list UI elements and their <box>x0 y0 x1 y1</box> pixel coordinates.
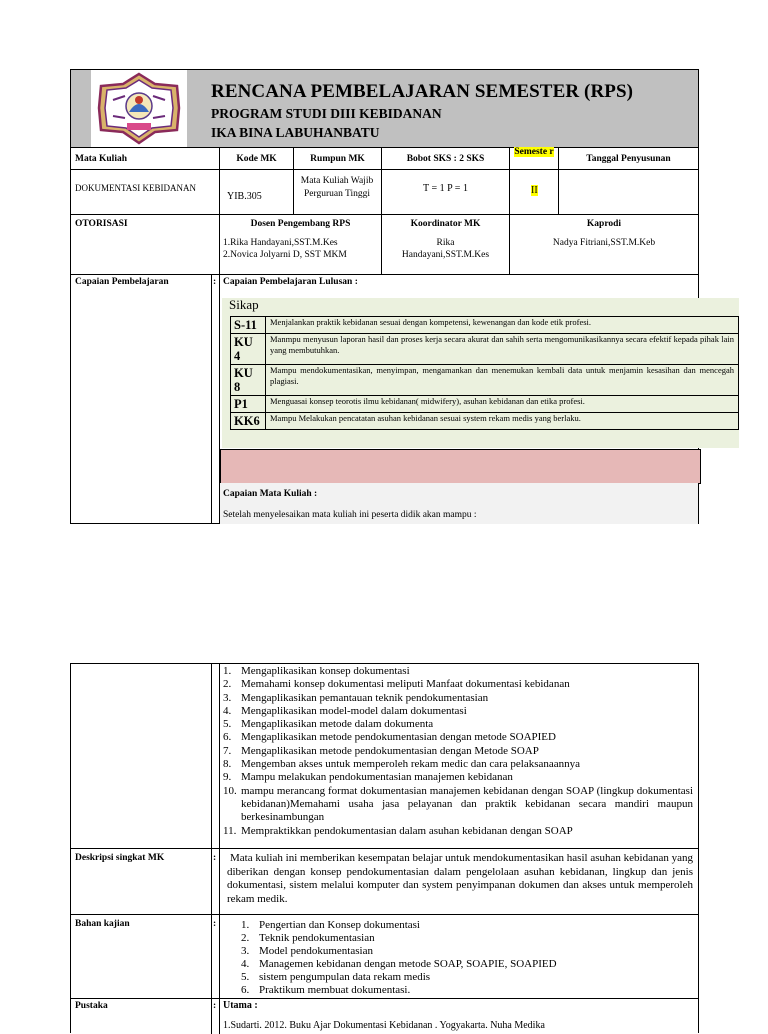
kaprodi-label: Kaprodi <box>586 219 622 229</box>
capaian-label: Capaian Pembelajaran <box>75 277 169 287</box>
divider <box>71 914 698 915</box>
institution-logo <box>91 70 187 147</box>
document-header <box>71 70 698 148</box>
divider <box>219 664 220 1034</box>
cpl-text: Menjalankan praktik kebidanan sesuai dengan kompetensi, kewenangan dan kode etik profesi. <box>266 317 739 334</box>
bahan-kajian-label: Bahan kajian <box>75 919 130 929</box>
col-header-tanggal: Tanggal Penyusunan <box>586 154 671 164</box>
koordinator-label: Koordinator MK <box>410 219 481 229</box>
course-semester: II <box>531 185 538 196</box>
course-credits: T = 1 P = 1 <box>423 183 468 194</box>
otorisasi-label: OTORISASI <box>75 219 128 229</box>
rps-page-1 <box>70 69 734 524</box>
course-cluster: Mata Kuliah Wajib Perguruan Tinggi <box>300 176 374 199</box>
col-header-kode-mk: Kode MK <box>236 154 277 164</box>
divider <box>509 147 510 274</box>
cpl-code: S-11 <box>231 317 266 334</box>
cpmk-list <box>223 665 693 838</box>
highlight-band <box>220 449 701 484</box>
divider <box>71 214 698 215</box>
institution-name: IKA BINA LABUHANBATU <box>211 125 380 140</box>
list-item: 4. Mengaplikasikan model-model dalam dokumentasi <box>223 704 467 717</box>
cpl-table <box>230 316 739 430</box>
cpl-code: KU 8 <box>231 365 266 396</box>
pustaka-colon: : <box>213 1001 217 1011</box>
cpl-code: KK6 <box>231 413 266 430</box>
divider <box>71 848 698 849</box>
bahan-kajian-list <box>241 919 691 997</box>
table-row <box>231 396 739 413</box>
cpmk-intro: Setelah menyelesaikan mata kuliah ini peserta didik akan mampu : <box>223 510 477 520</box>
pustaka-reference: 1.Sudarti. 2012. Buku Ajar Dokumentasi Kebidanan . Yogyakarta. Nuha Medika <box>223 1020 545 1031</box>
list-item: 6. Praktikum membuat dokumentasi. <box>241 984 411 996</box>
divider <box>71 274 698 275</box>
list-item: 6. Mengaplikasikan metode pendokumentasian dengan metode SOAPIED <box>223 731 556 744</box>
cpl-text: Mampu Melakukan pencatatan asuhan kebidanan sesuai system rekam medis yang berlaku. <box>266 413 739 430</box>
list-item: 2. Teknik pendokumentasian <box>241 932 375 944</box>
pustaka-utama-label: Utama : <box>223 1000 258 1011</box>
col-header-bobot: Bobot SKS : 2 SKS <box>406 154 485 164</box>
pustaka-label: Pustaka <box>75 1001 108 1011</box>
cpl-code: KU 4 <box>231 334 266 365</box>
rps-page-2 <box>70 663 699 1033</box>
table-row <box>231 365 739 396</box>
list-item: 3. Model pendokumentasian <box>241 945 373 957</box>
koordinator-name-2: Handayani,SST.M.Kes <box>401 250 490 260</box>
list-item: 8. Mengemban akses untuk memperoleh rekam medic dan cara pelaksanaannya <box>223 758 581 771</box>
cpmk-label: Capaian Mata Kuliah : <box>223 489 318 499</box>
col-header-semester: Semeste r <box>514 147 554 157</box>
list-item: 2. Memahami konsep dokumentasi meliputi Manfaat dokumentasi kebidanan <box>223 678 570 691</box>
table-row <box>231 334 739 365</box>
list-item: 5. sistem pengumpulan data rekam medis <box>241 971 431 983</box>
list-item: 9. Mampu melakukan pendokumentasian manajemen kebidanan <box>223 771 513 784</box>
list-item: 1. Mengaplikasikan konsep dokumentasi <box>223 665 410 677</box>
list-item: 7. Mengaplikasikan metode pendokumentasian dengan Metode SOAP <box>223 744 539 757</box>
cpl-text: Mampu mendokumentasikan, menyimpan, mengamankan dan menemukan kembali data untuk menjamin kesasihan dan mencegah plagiasi. <box>266 365 739 396</box>
col-header-mata-kuliah: Mata Kuliah <box>75 154 127 164</box>
kaprodi-name: Nadya Fitriani,SST.M.Keb <box>552 238 656 248</box>
cpl-code: P1 <box>231 396 266 413</box>
list-item: 3. Mengaplikasikan pemantauan teknik pendokumentasian <box>223 691 489 704</box>
course-code: YIB.305 <box>227 191 262 202</box>
list-item: 1. Pengertian dan Konsep dokumentasi <box>241 919 420 931</box>
dosen-2: 2.Novica Jolyarni D, SST MKM <box>223 250 347 260</box>
koordinator-name-1: Rika <box>436 238 455 248</box>
table-row <box>231 317 739 334</box>
program-name: PROGRAM STUDI DIII KEBIDANAN <box>211 106 442 121</box>
divider <box>211 274 212 524</box>
list-item: 5. Mengaplikasikan metode dalam dokumenta <box>223 718 434 731</box>
divider <box>211 664 212 1034</box>
document-title: RENCANA PEMBELAJARAN SEMESTER (RPS) <box>211 81 634 102</box>
cpl-text: Manmpu menyusun laporan hasil dan proses kerja secara akurat dan sahih serta mengomunikasikannya secara efektif kepada pihak lain yang membutuhkan. <box>266 334 739 365</box>
dosen-1: 1.Rika Handayani,SST.M.Kes <box>223 238 338 248</box>
deskripsi-label: Deskripsi singkat MK <box>75 853 165 863</box>
logo-emblem-icon <box>91 70 187 147</box>
bahan-kajian-colon: : <box>213 919 217 929</box>
deskripsi-colon: : <box>213 853 217 863</box>
list-item: 4. Managemen kebidanan dengan metode SOAP, SOAPIE, SOAPIED <box>241 958 557 970</box>
cpl-label: Capaian Pembelajaran Lulusan : <box>223 277 358 287</box>
list-item: 11. Mempraktikkan pendokumentasian dalam asuhan kebidanan dengan SOAP <box>223 824 573 837</box>
col-header-rumpun-mk: Rumpun MK <box>310 154 365 164</box>
list-item: 10. mampu merancang format dokumentasian manajemen kebidanan dengan SOAP (lingkup dokumentasi kebidanan)Memahami usaha jasa pelayanan dan praktik kebidanan secara mandiri maupun berkesinambungan <box>223 784 693 824</box>
capaian-colon: : <box>213 277 217 287</box>
table-row <box>231 413 739 430</box>
deskripsi-text: Mata kuliah ini memberikan kesempatan belajar untuk mendokumentasikan hasil asuhan kebidanan yang diberikan dengan konsep pendokumentasian dalam pengelolaan asuhan kebidanan, lingkup dan jenis dokumentasi, sistem melalui komputer dan system penyimpanan dokumen dan akses untuk memperoleh rekam medik. <box>227 852 693 905</box>
dosen-label: Dosen Pengembang RPS <box>250 219 351 229</box>
sikap-title: Sikap <box>229 297 259 312</box>
cpl-text: Menguasai konsep teorotis ilmu kebidanan( midwifery), asuhan kebidanan dan etika profesi. <box>266 396 739 413</box>
divider <box>71 169 698 170</box>
divider <box>71 998 698 999</box>
course-name: DOKUMENTASI KEBIDANAN <box>75 183 197 193</box>
